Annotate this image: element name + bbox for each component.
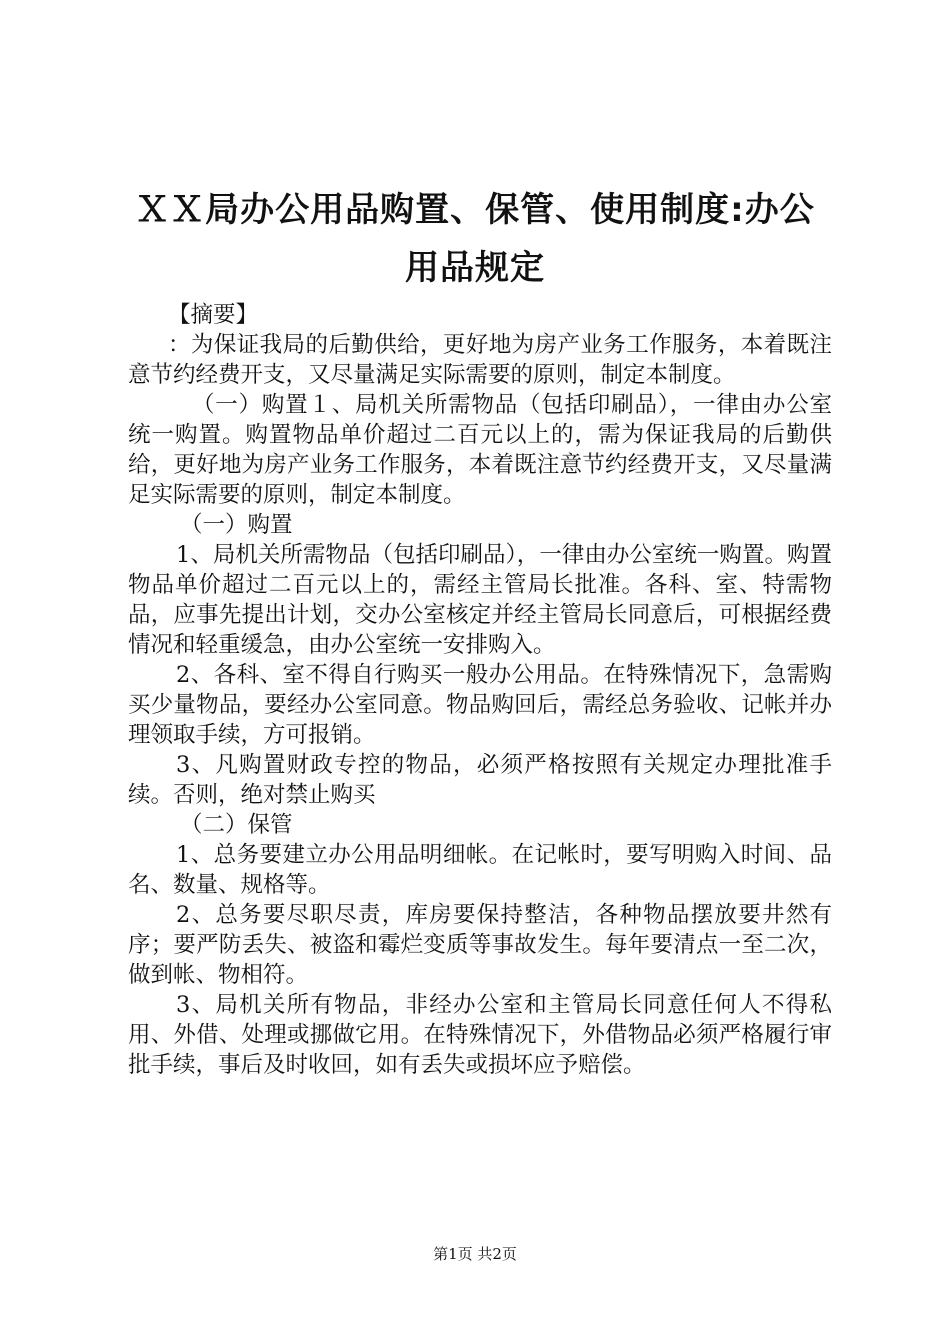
purchase-item-1: 1、局机关所需物品（包括印刷品），一律由办公室统一购置。购置物品单价超过二百元以上的，需经主管局长批准。各科、室、特需物品，应事先提出计划，交办公室核定并经主管局长同意后，可根据经费情况和轻重缓急，由办公室统一安排购入。 (128, 542, 832, 658)
storage-item-2: 2、总务要尽职尽责，库房要保持整洁，各种物品摆放要井然有序；要严防丢失、被盗和霉烂变质等事故发生。每年要清点一至二次，做到帐、物相符。 (128, 902, 832, 988)
page-footer: 第1页 共2页 (433, 1245, 517, 1263)
section-heading-purchase: （一）购置 (180, 512, 293, 538)
abstract-label: 【摘要】 (168, 302, 259, 328)
document-body (128, 300, 832, 1080)
purchase-item-3: 3、凡购置财政专控的物品，必须严格按照有关规定办理批准手续。否则，绝对禁止购买 (128, 752, 832, 808)
section-heading-storage: （二）保管 (180, 812, 293, 838)
intro-paragraph: （一）购置１、局机关所需物品（包括印刷品），一律由办公室统一购置。购置物品单价超过二百元以上的，需为保证我局的后勤供给，更好地为房产业务工作服务，本着既注意节约经费开支，又尽量满足实际需要的原则，制定本制度。 (128, 392, 832, 508)
document-title-line-2: 用品规定 (405, 248, 545, 288)
document-title-line-1: ＸＸ局办公用品购置、保管、使用制度:办公 (135, 190, 815, 230)
purchase-item-2: 2、各科、室不得自行购买一般办公用品。在特殊情况下，急需购买少量物品，要经办公室同意。物品购回后，需经总务验收、记帐并办理领取手续，方可报销。 (128, 662, 832, 748)
storage-item-3: 3、局机关所有物品，非经办公室和主管局长同意任何人不得私用、外借、处理或挪做它用。在特殊情况下，外借物品必须严格履行审批手续，事后及时收回，如有丢失或损坏应予赔偿。 (128, 992, 832, 1078)
storage-item-1: 1、总务要建立办公用品明细帐。在记帐时，要写明购入时间、品名、数量、规格等。 (128, 842, 832, 898)
abstract-paragraph: ：为保证我局的后勤供给，更好地为房产业务工作服务，本着既注意节约经费开支，又尽量满足实际需要的原则，制定本制度。 (128, 332, 832, 388)
